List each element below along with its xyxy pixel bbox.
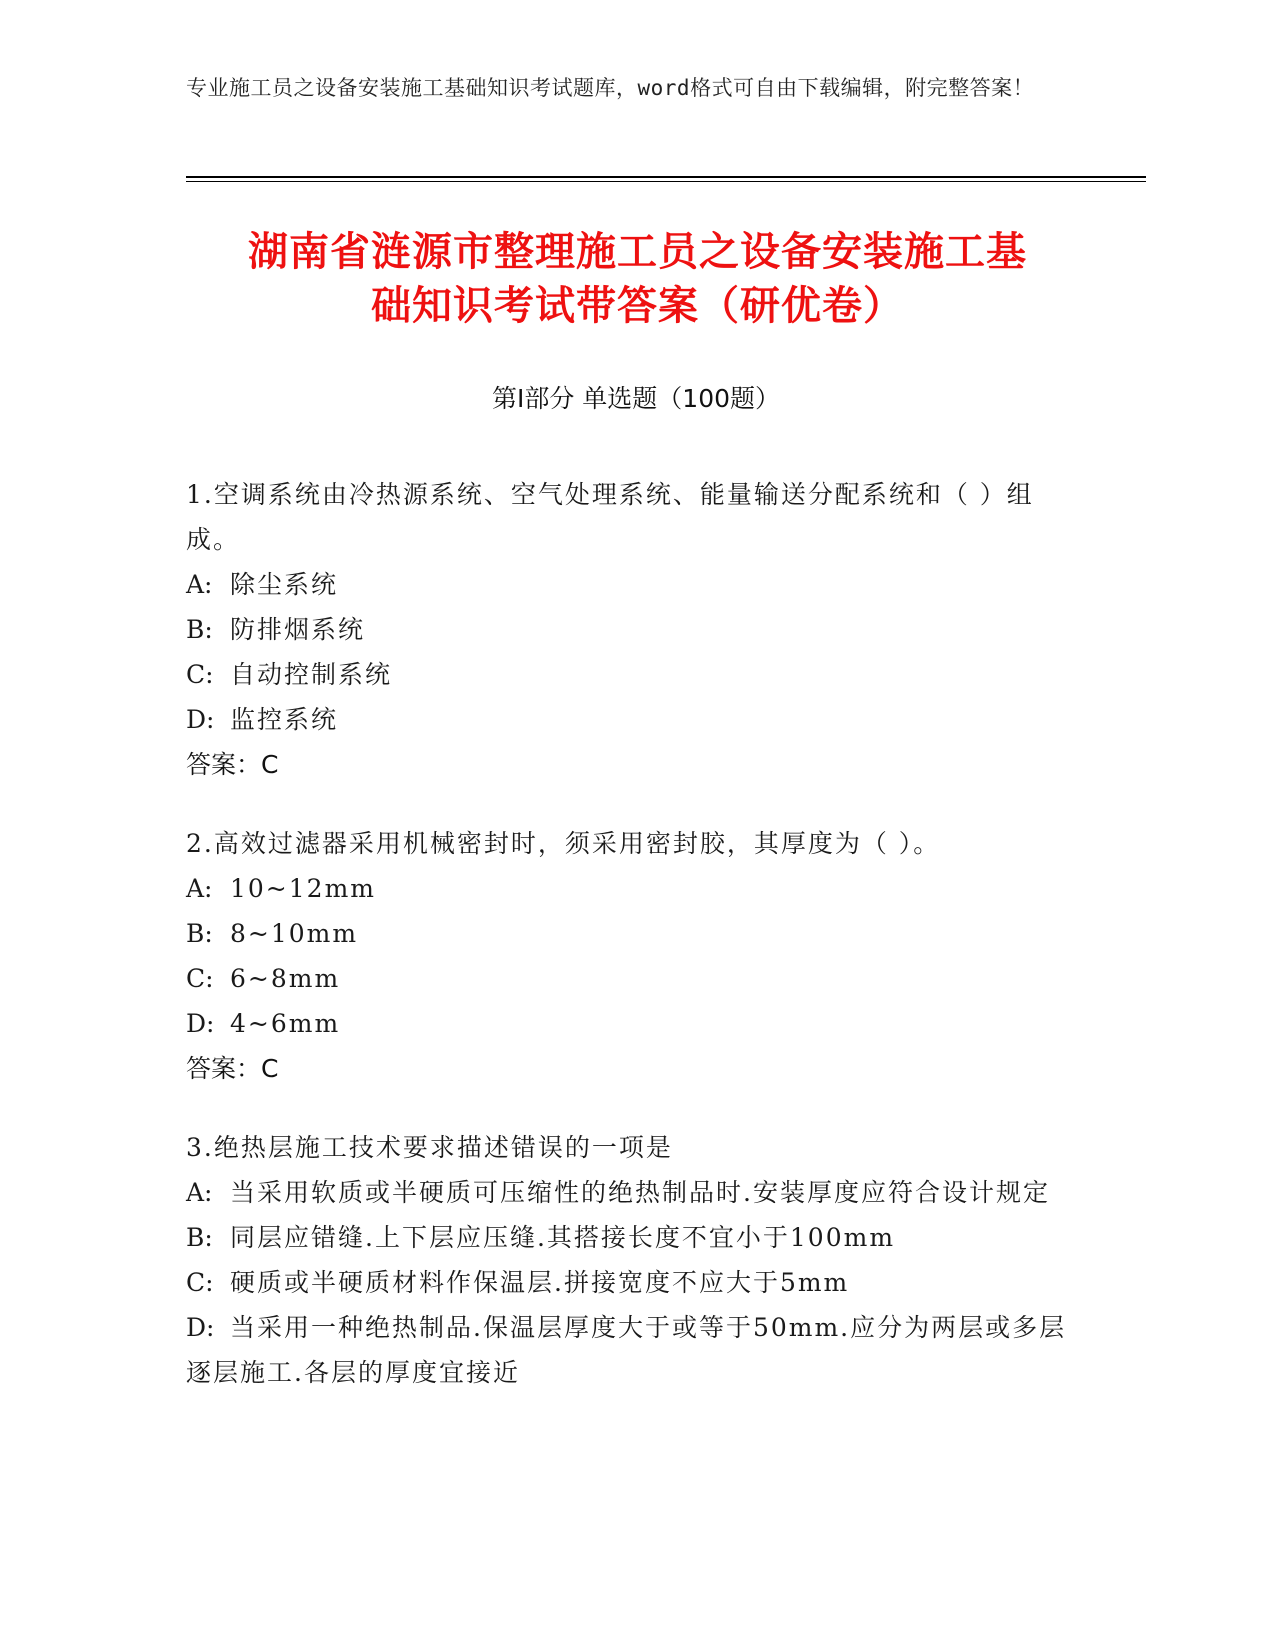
- question-1-option-a: [186, 562, 1086, 607]
- option-key: C:: [186, 964, 214, 993]
- question-3-option-a: [186, 1170, 1086, 1215]
- question-1-answer: 答案：C: [186, 750, 279, 779]
- option-key: C:: [186, 660, 214, 689]
- header-divider-thin: [186, 181, 1146, 182]
- option-key: A:: [186, 570, 213, 599]
- document-title-line-2: 础知识考试带答案（研优卷）: [371, 283, 904, 329]
- option-key: A:: [186, 1178, 213, 1207]
- question-1: [186, 472, 1086, 787]
- option-text: 10~12mm: [230, 874, 376, 903]
- option-key: A:: [186, 874, 213, 903]
- option-key: B:: [186, 919, 213, 948]
- option-text: 硬质或半硬质材料作保温层.拼接宽度不应大于5mm: [230, 1268, 850, 1297]
- question-3-text: 3.绝热层施工技术要求描述错误的一项是: [186, 1133, 673, 1162]
- header-text: 专业施工员之设备安装施工基础知识考试题库，word格式可自由下载编辑，附完整答案！: [186, 76, 1035, 100]
- option-text: 6~8mm: [230, 964, 341, 993]
- document-title: [150, 225, 1125, 333]
- header-divider-thick: [186, 176, 1146, 178]
- question-2-option-d: [186, 1001, 1086, 1046]
- option-key: D:: [186, 705, 215, 734]
- option-text: 监控系统: [230, 705, 339, 734]
- section-title: 第Ⅰ部分 单选题（100题）: [491, 384, 781, 413]
- option-text: 同层应错缝.上下层应压缝.其搭接长度不宜小于100mm: [230, 1223, 896, 1252]
- question-3-option-c: [186, 1260, 1086, 1305]
- question-list: [186, 472, 1086, 1429]
- document-title-line-1: 湖南省涟源市整理施工员之设备安装施工基: [248, 229, 1027, 275]
- question-2-option-a: [186, 866, 1086, 911]
- question-3-option-d: [186, 1305, 1086, 1395]
- question-1-text: 1.空调系统由冷热源系统、空气处理系统、能量输送分配系统和（ ）组成。: [186, 480, 1034, 554]
- option-text: 8~10mm: [230, 919, 359, 948]
- question-1-option-d: [186, 697, 1086, 742]
- option-key: D:: [186, 1313, 215, 1342]
- page-header: [186, 72, 1066, 104]
- question-3: [186, 1125, 1086, 1395]
- option-text: 除尘系统: [230, 570, 339, 599]
- option-text: 自动控制系统: [230, 660, 393, 689]
- question-1-option-b: [186, 607, 1086, 652]
- option-text: 当采用一种绝热制品.保温层厚度大于或等于50mm.应分为两层或多层逐层施工.各层的厚度宜接近: [186, 1313, 1067, 1387]
- question-2: [186, 821, 1086, 1091]
- question-2-text: 2.高效过滤器采用机械密封时，须采用密封胶，其厚度为（ ）。: [186, 829, 941, 858]
- option-text: 当采用软质或半硬质可压缩性的绝热制品时.安装厚度应符合设计规定: [230, 1178, 1050, 1207]
- option-key: D:: [186, 1009, 215, 1038]
- question-2-option-b: [186, 911, 1086, 956]
- option-text: 防排烟系统: [230, 615, 366, 644]
- question-3-option-b: [186, 1215, 1086, 1260]
- option-key: C:: [186, 1268, 214, 1297]
- question-2-option-c: [186, 956, 1086, 1001]
- option-key: B:: [186, 1223, 213, 1252]
- question-2-answer: 答案：C: [186, 1054, 279, 1083]
- option-key: B:: [186, 615, 213, 644]
- option-text: 4~6mm: [230, 1009, 341, 1038]
- question-1-option-c: [186, 652, 1086, 697]
